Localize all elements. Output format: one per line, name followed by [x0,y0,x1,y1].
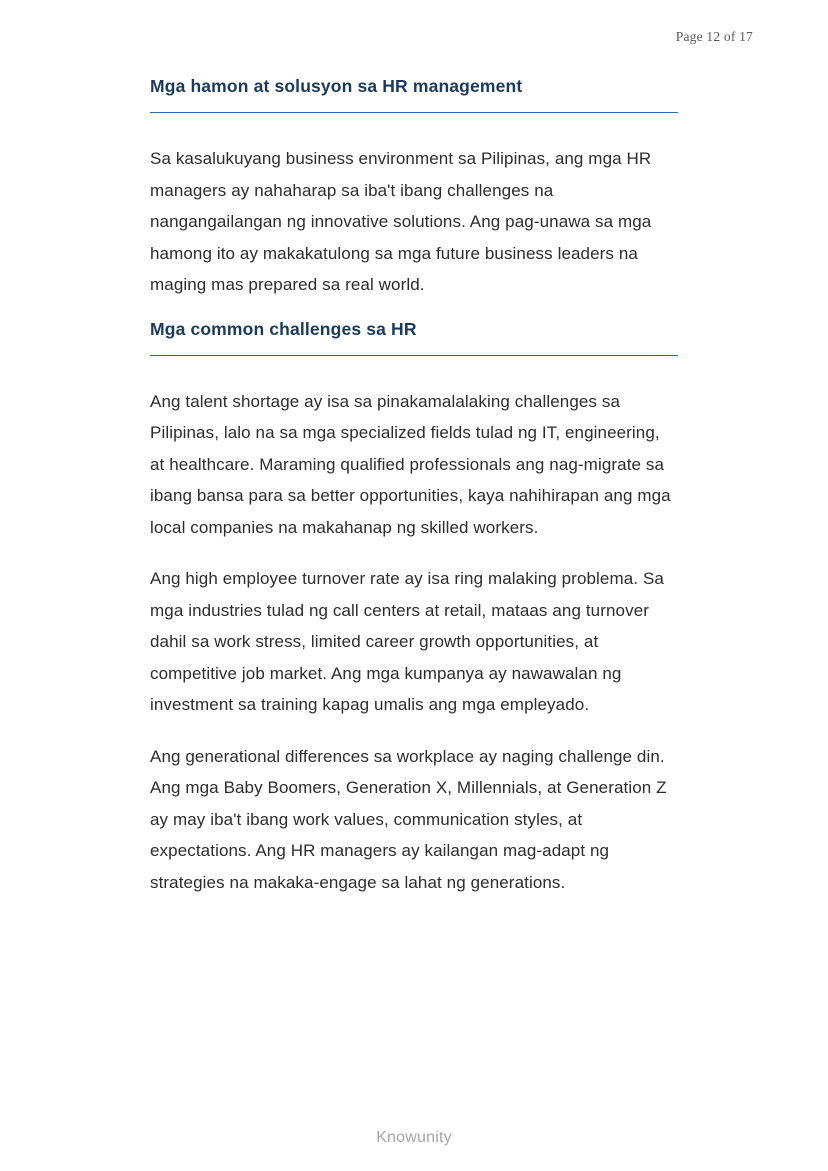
section-heading: Mga common challenges sa HR [150,319,678,356]
footer-brand: Knowunity [376,1129,452,1146]
paragraph: Sa kasalukuyang business environment sa Pilipinas, ang mga HR managers ay nahaharap sa iba't ibang challenges na nangangailangan ng innovative solutions. Ang pag-unawa sa mga hamong ito ay makakatulong sa mga future business leaders na maging mas prepared sa real world. [150,149,652,294]
section-hr-management [150,76,678,301]
section-common-challenges [150,319,678,899]
document-content [150,76,678,898]
page-number: Page 12 of 17 [675,29,753,44]
section-body [150,113,678,301]
paragraph: Ang talent shortage ay isa sa pinakamalalaking challenges sa Pilipinas, lalo na sa mga specialized fields tulad ng IT, engineering, at healthcare. Maraming qualified professionals ang nag-migrate sa ibang bansa para sa better opportunities, kaya nahihirapan ang mga local companies na makahanap ng skilled workers. [150,391,671,537]
section-body [150,356,678,899]
paragraph: Ang generational differences sa workplace ay naging challenge din. Ang mga Baby Boomers, Generation X, Millennials, at Generation Z ay may iba't ibang work values, communication styles, at expectations. Ang HR managers ay kailangan mag-adapt ng strategies na makaka-engage sa lahat ng generations. [150,746,667,892]
section-heading: Mga hamon at solusyon sa HR management [150,76,678,113]
paragraph: Ang high employee turnover rate ay isa ring malaking problema. Sa mga industries tulad ng call centers at retail, mataas ang turnover dahil sa work stress, limited career growth opportunities, at competitive job market. Ang mga kumpanya ay nawawalan ng investment sa training kapag umalis ang mga empleyado. [150,569,664,714]
